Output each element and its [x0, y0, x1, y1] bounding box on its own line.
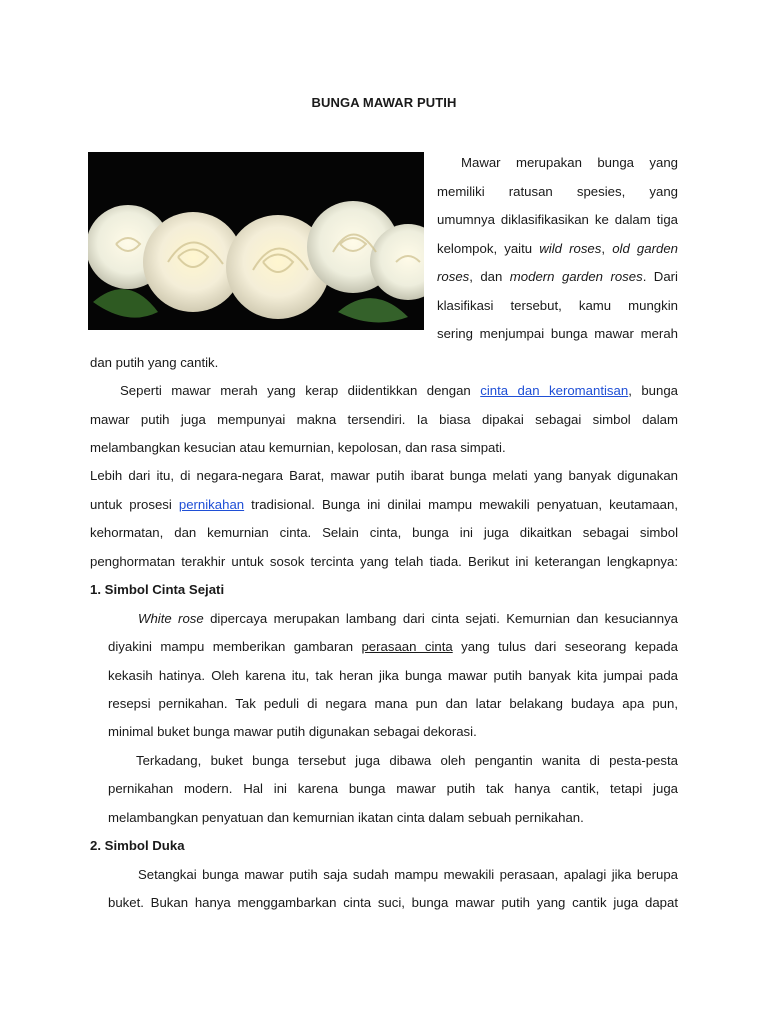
underlined-perasaan-cinta: perasaan cinta [361, 639, 453, 654]
intro-text: kelompok, yaitu [437, 241, 540, 256]
intro-text: , dan [469, 269, 510, 284]
intro-text: . Dari [642, 269, 678, 284]
roses-illustration [88, 152, 424, 330]
intro-line-7: sering menjumpai bunga mawar merah [437, 326, 678, 341]
p3-line-3: kehormatan, dan kemurnian cinta. Selain cinta, bunga ini juga dikaitkan sebagai simbol [90, 525, 678, 540]
section-2-text: Setangkai bunga mawar putih saja sudah mampu mewakili perasaan, apalagi jika berupa [138, 867, 678, 882]
p2-line-3: melambangkan kesucian atau kemurnian, kepolosan, dan rasa simpati. [90, 440, 506, 455]
section-1-text: dipercaya merupakan lambang dari cinta sejati. Kemurnian dan kesuciannya [203, 611, 678, 626]
page-title: BUNGA MAWAR PUTIH [311, 95, 457, 110]
p2-line-1 [90, 381, 678, 401]
intro-italic: roses [437, 269, 470, 284]
section-1-text: yang tulus dari seseorang kepada [452, 639, 678, 654]
p3-line-1: Lebih dari itu, di negara-negara Barat, mawar putih ibarat bunga melati yang banyak digunakan [90, 468, 678, 483]
section-2-heading: 2. Simbol Duka [90, 838, 185, 853]
section-2-line-1 [108, 865, 678, 885]
intro-text: , [601, 241, 613, 256]
p2-text: , bunga [628, 383, 678, 398]
p3-text: tradisional. Bunga ini dinilai mampu mewakili penyatuan, keutamaan, [244, 497, 678, 512]
section-1-line-4: resepsi pernikahan. Tak peduli di negara mana pun dan latar belakang budaya apa pun, [108, 696, 678, 711]
intro-line-3: umumnya diklasifikasikan ke dalam tiga [437, 212, 678, 227]
section-1-line-2 [108, 637, 678, 657]
section-1-line-5: minimal buket bunga mawar putih digunakan sebagai dekorasi. [108, 724, 477, 739]
intro-italic: wild roses [539, 241, 602, 256]
intro-italic: old garden [612, 241, 678, 256]
section-1-line-1 [108, 609, 678, 629]
section-1-line-8: melambangkan penyatuan dan kemurnian ikatan cinta dalam sebuah pernikahan. [108, 810, 584, 825]
intro-line-4 [437, 239, 678, 259]
p3-text: untuk prosesi [90, 497, 179, 512]
link-cinta-dan-keromantisan[interactable]: cinta dan keromantisan [480, 383, 629, 398]
section-2-line-2: buket. Bukan hanya menggambarkan cinta suci, bunga mawar putih yang cantik juga dapat [108, 895, 678, 910]
p3-line-2 [90, 495, 678, 515]
intro-line-8: dan putih yang cantik. [90, 355, 219, 370]
intro-italic: modern garden roses [509, 269, 643, 284]
section-1-italic: White rose [138, 611, 204, 626]
intro-line-5 [437, 267, 678, 287]
section-1-text: Terkadang, buket bunga tersebut juga dibawa oleh pengantin wanita di pesta-pesta [136, 753, 678, 768]
intro-line-1 [437, 153, 678, 173]
intro-text: Mawar merupakan bunga yang [461, 155, 678, 170]
link-pernikahan[interactable]: pernikahan [178, 497, 245, 512]
p3-line-4: penghormatan terakhir untuk sosok tercinta yang telah tiada. Berikut ini keterangan lengkapnya: [90, 554, 678, 569]
intro-line-6: klasifikasi tersebut, kamu mungkin [437, 298, 678, 313]
section-1-line-3: kekasih hatinya. Oleh karena itu, tak heran jika bunga mawar putih banyak kita jumpai pada [108, 668, 678, 683]
section-1-line-6 [108, 751, 678, 771]
p2-text: Seperti mawar merah yang kerap diidentikkan dengan [120, 383, 481, 398]
p2-line-2: mawar putih juga mempunyai makna tersendiri. Ia biasa dipakai sebagai simbol dalam [90, 412, 678, 427]
intro-line-2: memiliki ratusan spesies, yang [437, 184, 678, 199]
section-1-line-7: pernikahan modern. Hal ini karena bunga mawar putih tak hanya cantik, tetapi juga [108, 781, 678, 796]
section-1-heading: 1. Simbol Cinta Sejati [90, 582, 225, 597]
white-roses-photo [88, 152, 424, 330]
section-1-text: diyakini mampu memberikan gambaran [108, 639, 362, 654]
